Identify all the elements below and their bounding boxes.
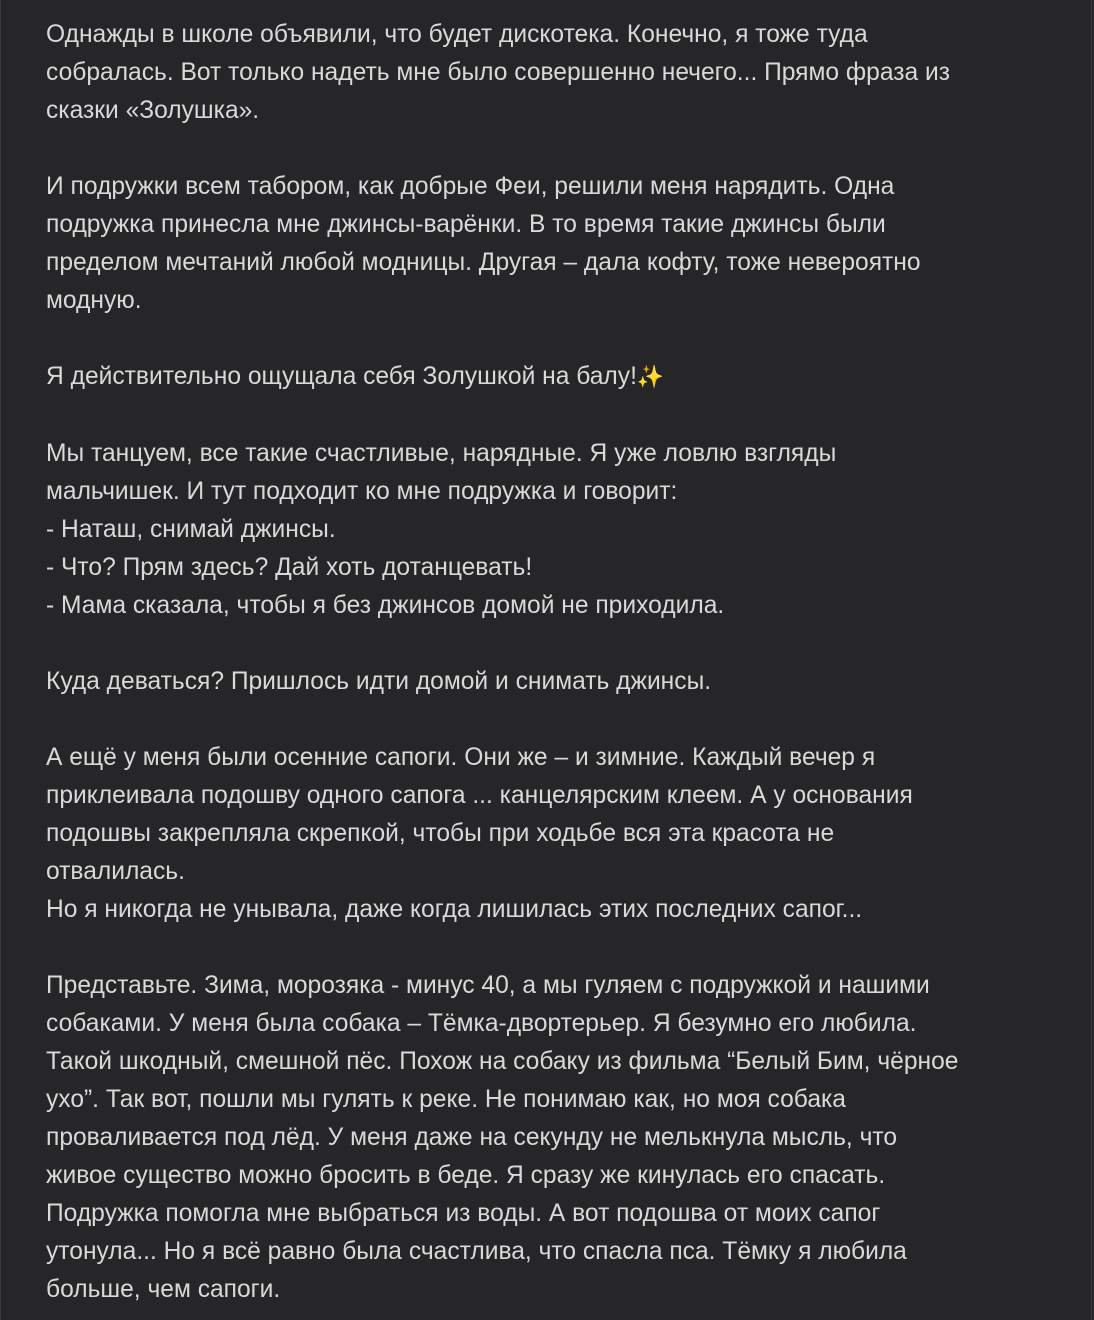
paragraph — [46, 16, 1076, 130]
line-text: Однажды в школе объявили, что будет дискотека. Конечно, я тоже туда — [46, 21, 868, 48]
text-line — [46, 1081, 1076, 1119]
text-line — [46, 815, 1076, 853]
line-text: сказки «Золушка». — [46, 97, 260, 124]
paragraph — [46, 663, 1076, 701]
text-line — [46, 16, 1076, 54]
line-text: ухо”. Так вот, пошли мы гулять к реке. Не понимаю как, но моя собака — [46, 1086, 846, 1113]
text-line — [46, 1157, 1076, 1195]
post-text — [46, 16, 1076, 1309]
text-line — [46, 1271, 1076, 1309]
line-text: проваливается под лёд. У меня даже на секунду не мелькнула мысль, что — [46, 1124, 898, 1151]
text-line — [46, 168, 1076, 206]
line-text: собаками. У меня была собака – Тёмка-двортерьер. Я безумно его любила. — [46, 1010, 917, 1037]
line-text: отвалилась. — [46, 858, 185, 885]
text-line — [46, 1005, 1076, 1043]
text-line — [46, 282, 1076, 320]
text-line — [46, 244, 1076, 282]
line-text: - Наташ, снимай джинсы. — [46, 516, 336, 543]
line-text: Я действительно ощущала себя Золушкой на балу! — [46, 363, 637, 390]
sparkles-icon: ✨ — [636, 365, 665, 390]
text-line — [46, 663, 1076, 701]
line-text: мальчишек. И тут подходит ко мне подружка и говорит: — [46, 478, 678, 505]
paragraph — [46, 435, 1076, 625]
line-text: собралась. Вот только надеть мне было совершенно нечего... Прямо фраза из — [46, 59, 951, 86]
text-line — [46, 54, 1076, 92]
line-text: живое существо можно бросить в беде. Я сразу же кинулась его спасать. — [46, 1162, 886, 1189]
text-line — [46, 1195, 1076, 1233]
text-line — [46, 1233, 1076, 1271]
line-text: - Что? Прям здесь? Дай хоть дотанцевать! — [46, 554, 533, 581]
paragraph — [46, 358, 1076, 397]
text-line — [46, 92, 1076, 130]
paragraph — [46, 168, 1076, 320]
text-line — [46, 777, 1076, 815]
line-text: И подружки всем табором, как добрые Феи, решили меня нарядить. Одна — [46, 173, 895, 200]
line-text: модную. — [46, 287, 142, 314]
line-text: больше, чем сапоги. — [46, 1276, 281, 1303]
text-line — [46, 473, 1076, 511]
text-line — [46, 967, 1076, 1005]
paragraph — [46, 739, 1076, 929]
text-line — [46, 206, 1076, 244]
text-line — [46, 587, 1076, 625]
text-line — [46, 549, 1076, 587]
line-text: Подружка помогла мне выбраться из воды. А вот подошва от моих сапог — [46, 1200, 881, 1227]
text-line — [46, 1043, 1076, 1081]
text-line — [46, 1119, 1076, 1157]
line-text: А ещё у меня были осенние сапоги. Они же – и зимние. Каждый вечер я — [46, 744, 876, 771]
line-text: Представьте. Зима, морозяка - минус 40, а мы гуляем с подружкой и нашими — [46, 972, 930, 999]
text-line — [46, 891, 1076, 929]
line-text: Мы танцуем, все такие счастливые, нарядные. Я уже ловлю взгляды — [46, 440, 837, 467]
line-text: приклеивала подошву одного сапога ... канцелярским клеем. А у основания — [46, 782, 913, 809]
text-line — [46, 853, 1076, 891]
text-line — [46, 511, 1076, 549]
line-text: - Мама сказала, чтобы я без джинсов домой не приходила. — [46, 592, 725, 619]
line-text: Куда деваться? Пришлось идти домой и снимать джинсы. — [46, 668, 712, 695]
line-text: утонула... Но я всё равно была счастлива, что спасла пса. Тёмку я любила — [46, 1238, 907, 1265]
line-text: подошвы закрепляла скрепкой, чтобы при ходьбе вся эта красота не — [46, 820, 835, 847]
text-line — [46, 358, 1076, 397]
line-text: Но я никогда не унывала, даже когда лишилась этих последних сапог... — [46, 896, 863, 923]
paragraph — [46, 967, 1076, 1309]
line-text: подружка принесла мне джинсы-варёнки. В то время такие джинсы были — [46, 211, 886, 238]
line-text: пределом мечтаний любой модницы. Другая – дала кофту, тоже невероятно — [46, 249, 921, 276]
text-line — [46, 739, 1076, 777]
line-text: Такой шкодный, смешной пёс. Похож на собаку из фильма “Белый Бим, чёрное — [46, 1048, 959, 1075]
text-line — [46, 435, 1076, 473]
